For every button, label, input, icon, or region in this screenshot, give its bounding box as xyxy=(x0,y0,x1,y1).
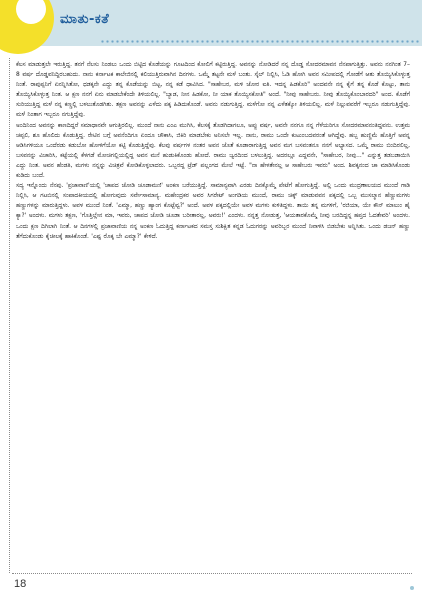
corner-mark xyxy=(410,586,414,590)
section-title: ಮಾತು-ಕತೆ xyxy=(60,12,110,27)
header-dotted-rule xyxy=(100,40,420,43)
paragraph: ಅಂದಿನಿಂದ ಅವನನ್ನು ಕಾಣದಿದ್ದರೆ ಸಮಾಧಾನವೇ ಆಗುತ್ತಿರಲಿಲ್ಲ. ಮುಂದೆ ನಾನು ಎಂಎ ಮುಗಿಸಿ, ಕೆಲಸಕ್ಕೆ ತೊಡಗಿದಾಗಲೂ, ಅಪ್ಪು ವರ್ಷ, ಅವನೇ ನನಗೂ ನನ್ನ ಗೆಳೆಯರಿಗೂ ಸೋದರಮಾವನಂತಿದ್ದವನು. ಉತ್ತಮ ಚಪ್ಪಲಿ, ಶೂ ಹೊಲಿದು ಕೊಡುತ್ತಿದ್ದ. ರೇಟಿನ ಬಗ್ಗೆ ಅವನೆಂದಿಗೂ ಏಂದೂ ಚೌಕಾಸಿ, ಜಿಕಿರಿ ಮಾಡಬೇಕು ಅನಿಸಲೇ ಇಲ್ಲ. ನಾನು, ರಾಮು ಒಂದೇ ಕುಟುಂಬದವರಂತೆ ಆಗಿದ್ದೆವು. ಹಬ್ಬ ಹುಣ್ಣಿಮೆ ಹೊತ್ತಿಗೆ ಅವನ್ನ ಆಡಿಸಿಗಳಿಯೂ ಒಂದೆರಡು ಕಡುಬೋ ಹೋಳಿಗೆಯೋ ಕಟ್ಟಿ ಕೊಡುತ್ತಿದ್ದೆವು. ಕೆಲವು ವರ್ಷಗಳ ನಂತರ ಅವನ ಜೊತೆ ಕೂಡಾರಾಗುತ್ತಿದ್ದ ಅವನ ಮಗ ಬಸವಂತನೂ ನನಗೆ ಅಭ್ಯಾಸದ. ಒಮ್ಮೆ ರಾಮು ಬಿಂದಿರಲಿಲ್ಲ, ಬಸವನನ್ನು ವಿಚಾರಿಸಿ, ಕಟ್ಟೆಯಲ್ಲಿ ಕೆಳಗಡೆ ಮೋಚಿಗಲ್ಲಿಯಲ್ಲಿದ್ದ ಅವನ ಮನೆ ಹುಡುಕಿಕೊಂಡು ಹೋದೆ. ರಾಮು ಜ್ವರದಿಂದ ಬಳಲುತ್ತಿದ್ದ. ಅದರಲ್ಲೂ ಎದ್ದವನೇ, "ಸಾಹೇಬರ, ನೀವು..." ಎನ್ನುತ್ತ ತಡಬಡಾಯಿಸಿ ಎದ್ದು ನಿಂತ. ಅವನ ಹೆಂಡತಿ, ಮಗಳು ನನ್ನನ್ನು ವಿಚಿತ್ರವೆ ಕೋಡಿಕೊಳ್ಳಲಾದರು. ಒಬ್ಬರದ್ದ ಟ್ರೆಡ್ ಪಲ್ಲಂಗದ ಮೇಲೆ ಇಟ್ಟೆ. "ನಾ ಹೇಳತೇನಲ್ಲ ಆ ಸಾಹೇಬರು ಇವರು" ಅಂದ. ಶಿವಕ್ಕನಂದ ಚಾ ಮಾಡಿಸಿಕೊಂಡು ಕುಡಿದು ಬಂದೆ. xyxy=(16,122,410,180)
left-dotted-rule xyxy=(9,58,10,573)
article-body xyxy=(16,60,410,242)
paragraph: ಕೆಲಸ ಮಾಡುತ್ತಲೇ ಇರುತ್ತಿದ್ದ. ತನಗೆ ನೆಲಸು ನಿಂಡಲು ಒಂದು ಬಿಟ್ಟಿದ ಕೊಡೆಯನ್ನು ಗೂಟದಿಂದ ಕೋಲಿಗೆ ಕಟ್ಟಿರುತ್ತಿದ್ದ. ಅವನನ್ನು ನೋಡಿದರೆ ನನ್ನ ದೊಡ್ಡ ಸೋದರಮಾವನ ನೆನಪಾಗುತ್ತಿತ್ತು. ಅವನು ನನಗಿಂತ 7–8 ವರ್ಷ ದೊಡ್ಡವನಿದ್ದಿರಬಹುದು. ನಾನು ಕರ್ನಾಟಕ ಕಾಲೇಜಿನಲ್ಲಿ ಕಲಿಯುತ್ತಿರುವಾಗಿನ ದಿನಗಳು. ಒಮ್ಮೆ ತಟ್ಟನೇ ಮಳೆ ಬಂತು. ಸ್ಕೆಲ್ ನಿಲ್ಲಿಸಿ, ಓಡಿ ಹೋಗಿ ಅವನ ಸಮೀಪದಲ್ಲಿ ಗೋಡೆಗೆ ಆತು ತೊಯ್ಯಿಸಿಕೊಳ್ಳುತ್ತ ನಿಂತೆ. ರಾಪುಪ್ಪನಿಗೆ ಏನನ್ನಿಸಿತೋ, ಧಡಕ್ಕನೇ ಎದ್ದು ತನ್ನ ಕೊಡೆಯನ್ನು ಬಿಟ್ಟ, ನನ್ನ ಕಡೆ ಧಾವಿಸಿದ. "ಸಾಹೇಬರ, ಮಳಿ ಜೋರ ಐತಿ. ಇದನ್ನ ಹಿಡಕೊರಿ" ಅಂದವನೇ ನನ್ನ ಕೈಗೆ ತನ್ನ ಕೊಡೆ ಕೊಟ್ಟು, ತಾನು ತೊಯ್ಯಿಸಿಕೊಳ್ಳುತ್ತ ನಿಂತ. ಆ ಕ್ಷಣ ನನಗೆ ಏನು ಮಾಡಬೇಕೆಂದೇ ತಿಳಿಯಲಿಲ್ಲ. "ಬ್ಯಾಡ, ನೀನ ಹಿಡಕೋ, ನೀ ಯಾಕ ತೊಯ್ಯಿಸಕೋತಿ" ಅಂದೆ. "ನೀವು ಸಾಹೇಬರು. ನೀವು ತೊಯ್ಯಿಕೊಂಬಾರದರಿ" ಅಂದ. ಕೊಡೆಗೆ ಸುರಿಯುತ್ತಿದ್ದ ಮಳೆ ನನ್ನ ಕಣ್ಣಲ್ಲಿ ಬಳಲುತೊಡಗಿತು. ತಕ್ಷಣ ಅವನನ್ನು ಎಳೆದು ಪಕ್ಕ ಹಿಡಿದುಕೊಂಡೆ. ಅವನು ನಡುಗುತ್ತಿದ್ದ. ಮಳೆಗೋ ನನ್ನ ಎಳೆತಕ್ಕೋ ತಿಳಿಯಲಿಲ್ಲ. ಮಳೆ ನಿಲ್ಲುವವರೆಗೆ ಇಬ್ಬರೂ ನಡುಗುತ್ತಿದ್ದೆವು. ಮಳೆ ನಿಂತಾಗ ಇಬ್ಬರೂ ನಗುತ್ತಿದ್ದೆವು. xyxy=(16,62,410,119)
paragraph: ಸದ್ಯ ಇನ್ನೊಂದು ನೆನಪು. 'ಪ್ರಜಾವಾಣಿ'ಯಲ್ಲಿ 'ಚಾಪದ ಜೋಡಿ ಚೂಡಾಮಣಿ' ಅಂಕಣ ಬರೆಯುತ್ತಿದ್ದೆ. ಸಾಮಾನ್ಯವಾಗಿ ಎರಡು ದಿನಕ್ಕೊಮ್ಮೆ ಪೇಟೆಗೆ ಹೋಗುತ್ತಿದ್ದೆ. ಅಲ್ಲಿ ಒಂದು ಮುದ್ರಣಾಲಯದ ಮುಂದೆ ಗಾಡಿ ನಿಲ್ಲಿಸಿ, ಆ ಗಟಬಿನಲ್ಲಿ ಸಂಪಾದಕೀಯದಲ್ಲಿ ಹೋಗುವುದು ಸರ್ವೇಸಾಮಾನ್ಯ. ಮಹೇಂದ್ರಕರ ಅವರ ಸಿಗರೇಟ್ ಅಂಗಡಿಯ ಮುಂದೆ, ರಾಮು ಚಿಕ್ಕ್ ಮಾಡುವವನ ಪಕ್ಕದಲ್ಲಿ ಒಬ್ಬ ಮುಸಲ್ಮಾನ ಹೆಣ್ಣುಮಗಳು ಹಣ್ಣುಗಳನ್ನು ಮಾರುತ್ತಿದ್ದಳು. ಅವಳ ಮುಂದೆ ನಿಂತೆ. 'ಎಮ್ಮಾ, ಹಣ್ಣು ಹ್ಯಾಂಗ ಕೊಟ್ಟೆವ್ವ?' ಅಂದೆ. ಅವಳ ಪಕ್ಕದಲ್ಲಿಯೇ ಅವಳ ಮಗಳು ಕುಳಿತಿದ್ದಳು. ತಾಯಿ ತನ್ನ ಮಗಳಿಗೆ, 'ರಜಿಯಾ, ಯೇ ಕೌನ್ ಮಾಲುಂ ಹೈ ಕ್ಯಾ?' ಅಂದಳು. ಮಗಳು ತಕ್ಷಣ, 'ಗೊತ್ತಿಲ್ಲೇನ ಮಾ, ಇವರು, ಚಾಪದ ಜೋಡಿ ಚೂಡಾ ಬರೀತಾರಲ್ಲ, ಅವರು!' ಎಂದಳು. ನನ್ನತ್ತ ನೋಡುತ್ತ, 'ಆಯತಾರಕೊಮ್ಮೆ ನೀವು ಬರದಿದ್ದನ್ನ ಹಪ್ತದ ಓದತೇವರಿ' ಅಂದಳು. ಒಂದು ಕ್ಷಣ ದಿಗಿಲಾಗಿ ನಿಂತೆ. ಆ ದಿನಗಳಲ್ಲಿ ಪ್ರಜಾವಾಣಿಯ ನನ್ನ ಅಂಕಣ ಓದುತ್ತಿದ್ದ ಕರ್ನಾಟಕದ ಸಮಸ್ತ ಸುಶಿಕ್ಷಿತ ಕನ್ನಡ ಓದುಗರನ್ನು ಅವರಿಬ್ಬರ ಮುಂದೆ ನಿವಾಳಿಸಿ ಬಿಡಬೇಕು ಅನ್ನಿಸಿತು. ಒಂದು ಡಜನ್ ಹಣ್ಣು ತೆಗೆದುಕೊಂಡು ಕೈಚೀಲಕ್ಕೆ ಹಾಕಿಕೊಂಡೆ. 'ಎಷ್ಟ ರೊಕ್ಕ ಬೇ ಎಮ್ಮಾ?' ಕೇಳಿದೆ. xyxy=(16,183,410,240)
footer-dotted-rule xyxy=(12,573,412,574)
page-number: 18 xyxy=(14,578,27,590)
